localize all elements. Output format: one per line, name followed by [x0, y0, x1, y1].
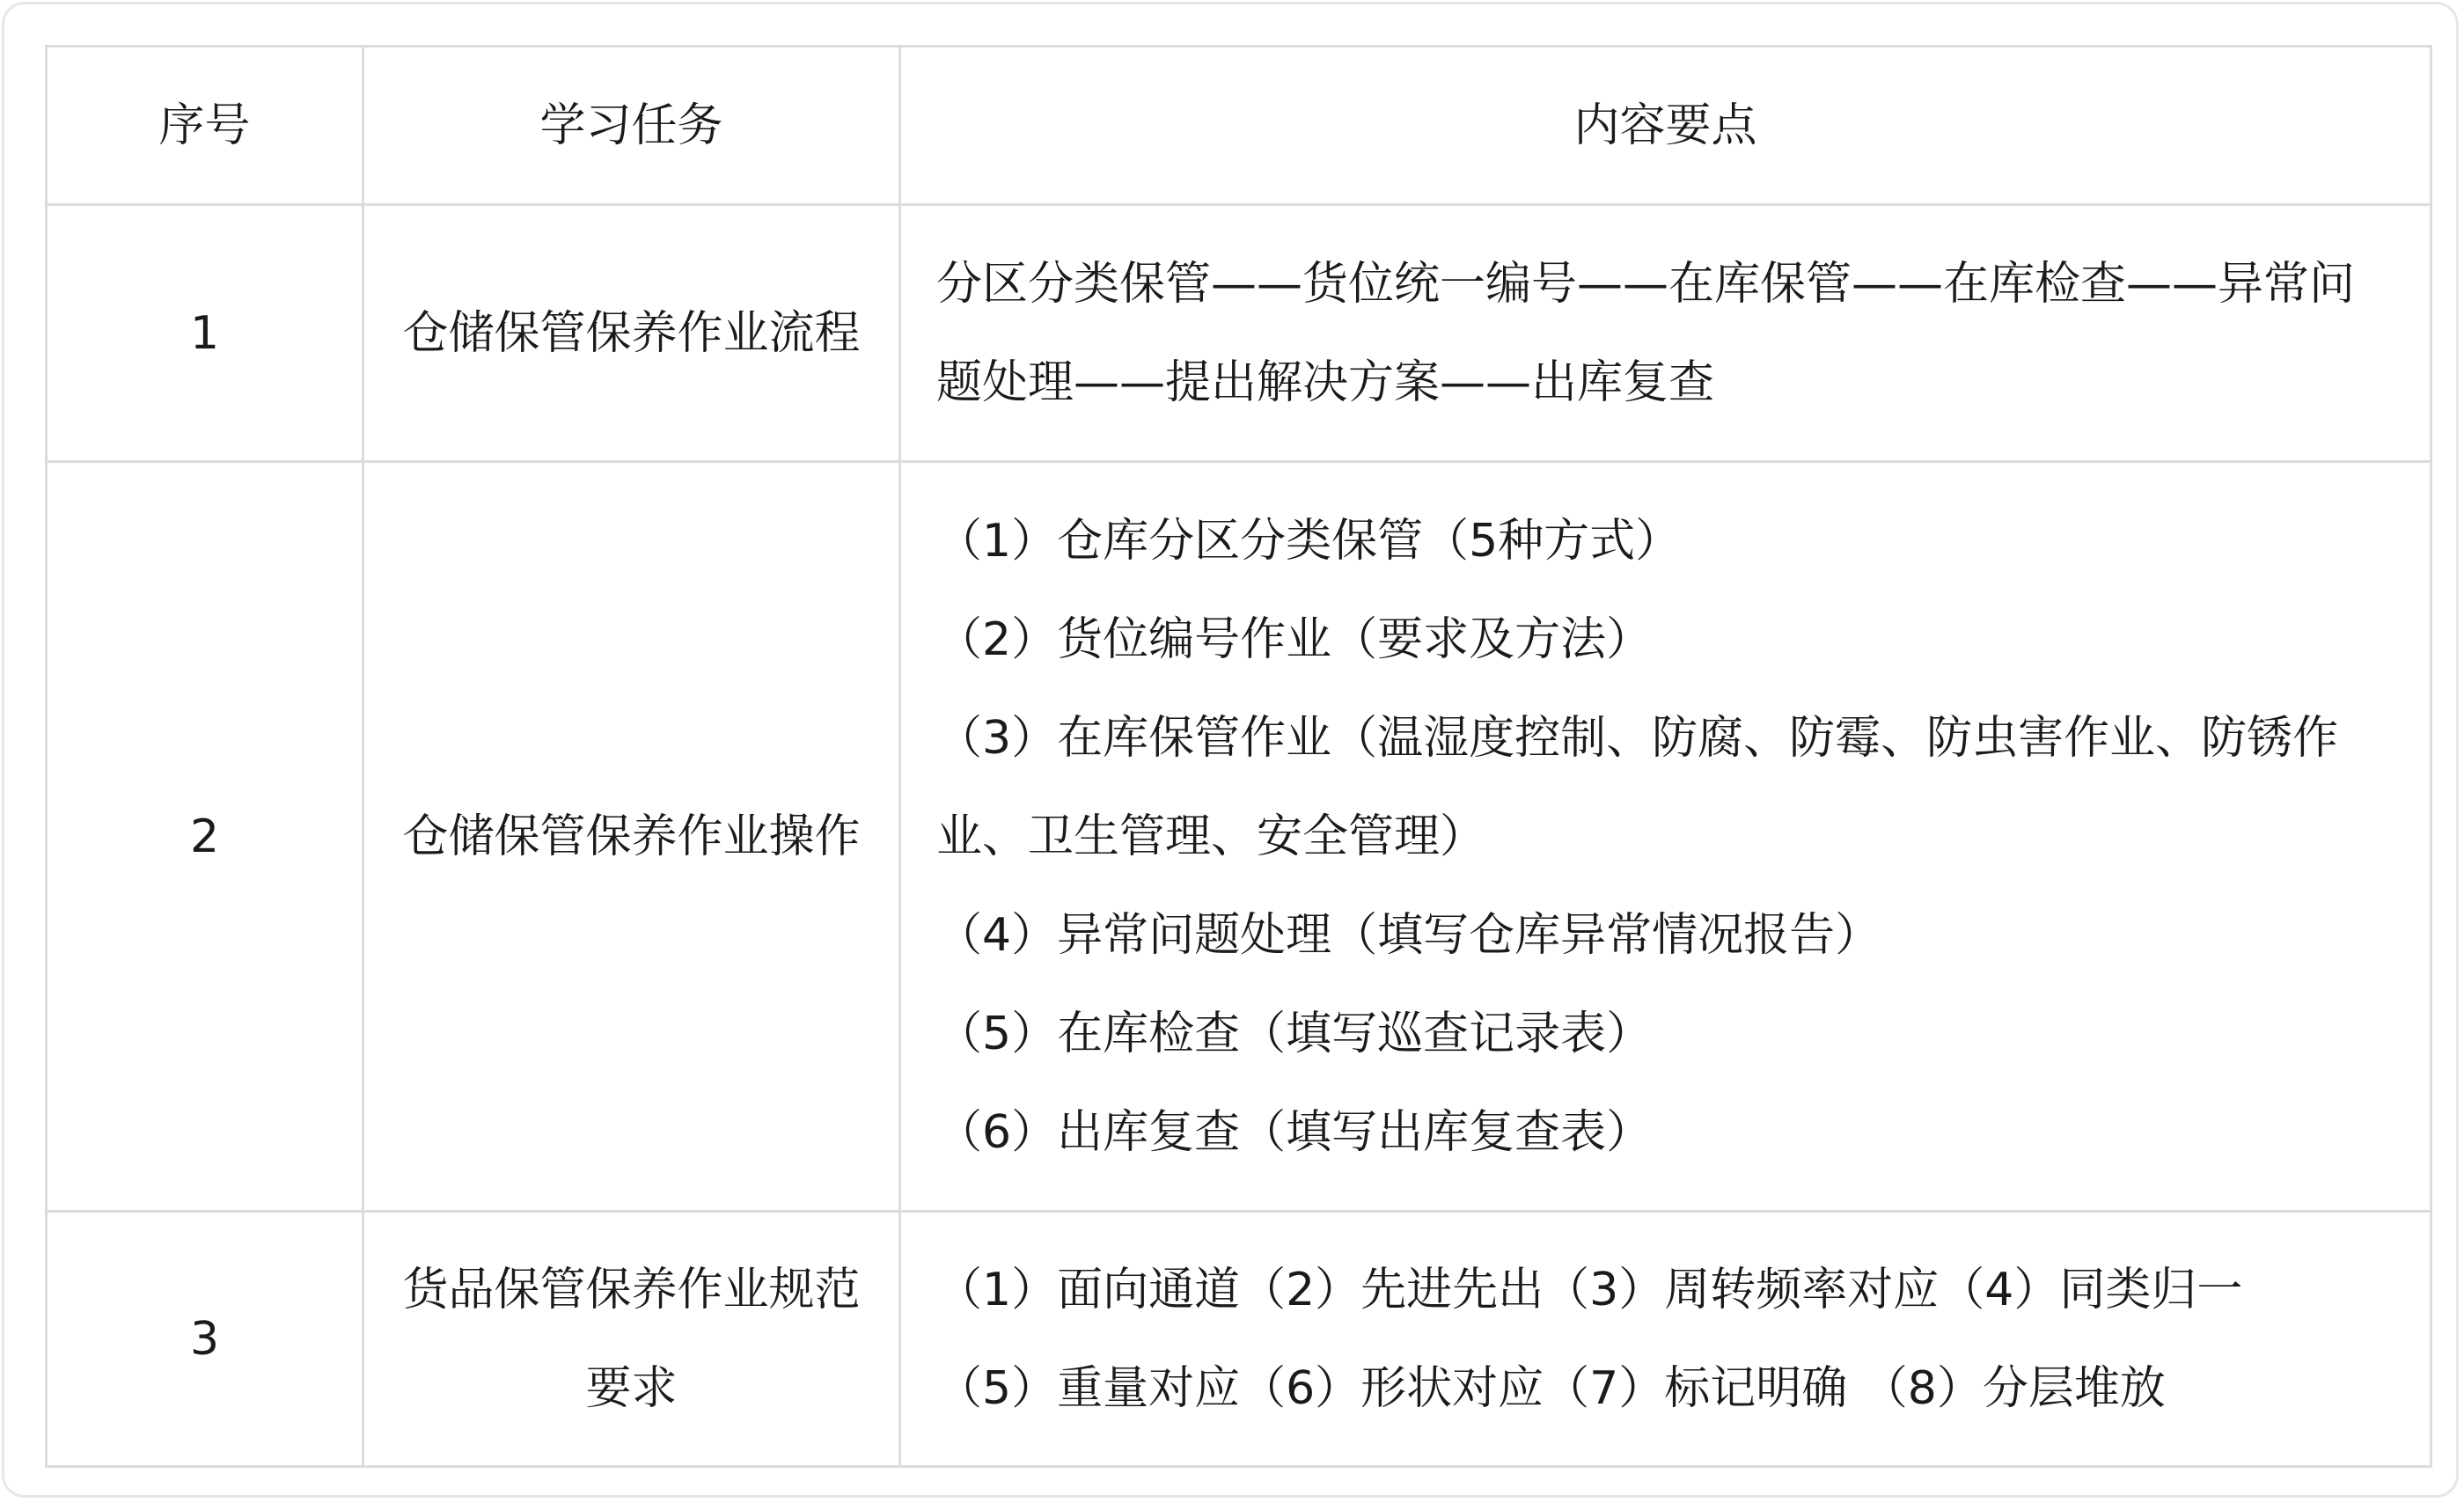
- row-content: [900, 462, 2431, 1212]
- table-row: [47, 205, 2431, 462]
- row-content: [900, 1212, 2431, 1467]
- row-num: 3: [47, 1212, 363, 1467]
- table-row: [47, 462, 2431, 1212]
- content-line: （6）出库复查（填写出库复查表）: [936, 1105, 1653, 1159]
- content-line: （5）重量对应（6）形状对应（7）标记明确 （8）分层堆放: [936, 1361, 2166, 1415]
- content-line: （1）面向通道（2）先进先出（3）周转频率对应（4）同类归一: [936, 1263, 2243, 1316]
- study-task-table: [45, 45, 2432, 1468]
- header-content: 内容要点: [900, 47, 2431, 205]
- row-task: 仓储保管保养作业流程: [363, 205, 900, 462]
- row-content: [900, 205, 2431, 462]
- row-task: 货品保管保养作业规范要求: [363, 1212, 900, 1467]
- table-row: [47, 1212, 2431, 1467]
- content-line: （4）异常问题处理（填写仓库异常情况报告）: [936, 908, 1881, 962]
- content-line: （5）在库检查（填写巡查记录表）: [936, 1007, 1653, 1060]
- table-card: [2, 2, 2459, 1498]
- table-header-row: [47, 47, 2431, 205]
- header-num: 序号: [47, 47, 363, 205]
- row-num: 1: [47, 205, 363, 462]
- content-line: （1）仓库分区分类保管（5种方式）: [936, 514, 1682, 568]
- row-task: 仓储保管保养作业操作: [363, 462, 900, 1212]
- row-num: 2: [47, 462, 363, 1212]
- header-task: 学习任务: [363, 47, 900, 205]
- content-line: （3）在库保管作业（温湿度控制、防腐、防霉、防虫害作业、防锈作业、卫生管理、安全管理）: [936, 711, 2339, 863]
- content-line: 分区分类保管——货位统一编号——在库保管——在库检查——异常问题处理——提出解决方案——出库复查: [936, 257, 2356, 409]
- content-line: （2）货位编号作业（要求及方法）: [936, 612, 1653, 666]
